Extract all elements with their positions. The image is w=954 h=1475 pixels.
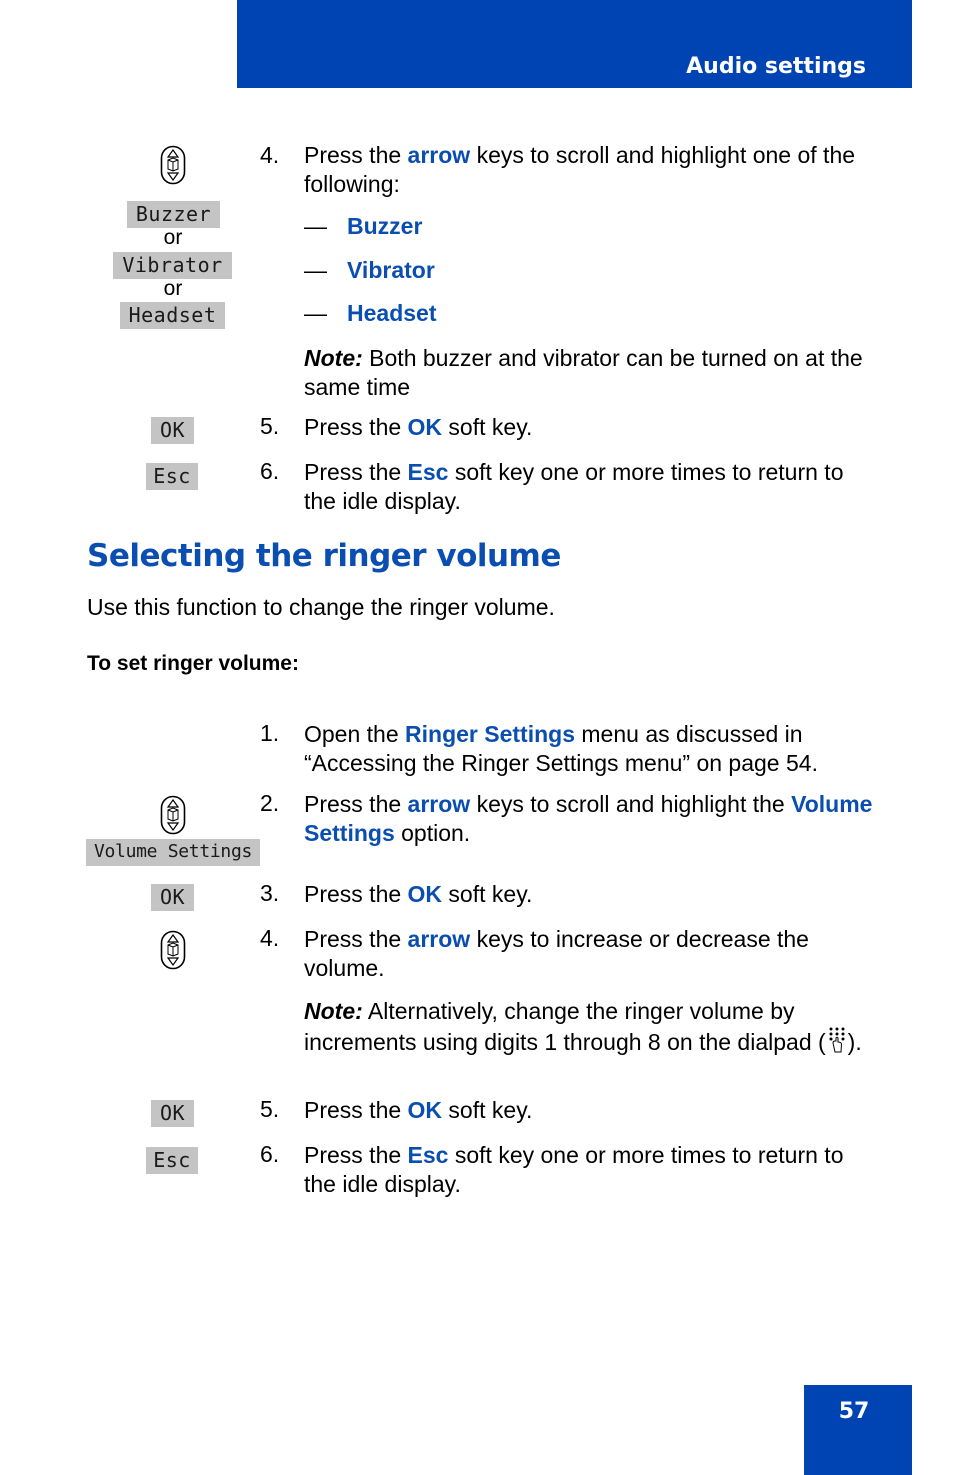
step-number: 4. [260,925,280,951]
arrow-keys-icon [160,795,186,835]
step-number: 6. [260,1141,280,1167]
or-label: or [163,277,183,300]
step-text: Press the OK soft key. [304,1097,533,1123]
arrow-keys-icon [160,145,186,185]
keyword: Volume Settings [304,791,873,846]
step-number: 4. [260,142,280,168]
lcd-esc: Esc [146,463,198,490]
page-number-box [804,1385,912,1475]
option-item: — Buzzer [304,213,423,239]
step-number: 6. [260,458,280,484]
step-text: Press the arrow keys to increase or decrease the volume. [304,926,809,981]
lcd-volume-settings: Volume Settings [86,839,260,866]
note: Note: Both buzzer and vibrator can be turned on at the same time [304,345,863,400]
step-text: Press the arrow keys to scroll and highlight the Volume Settings option. [304,791,873,846]
keyword: Ringer Settings [405,721,575,747]
keyword: arrow [407,791,471,817]
dialpad-icon [826,1026,848,1054]
option-vibrator: Vibrator [347,257,435,283]
keyword: arrow [407,926,471,952]
lcd-ok: OK [151,1100,194,1127]
step-text: Press the Esc soft key one or more times to return to the idle display. [304,1142,844,1197]
note: Note: Alternatively, change the ringer volume by increments using digits 1 through 8 on the dialpad ( ). [304,998,862,1055]
option-item: — Vibrator [304,257,435,283]
step-number: 3. [260,880,280,906]
arrow-keys-icon [160,930,186,970]
keyword: OK [407,881,443,907]
step-number: 2. [260,790,280,816]
section-intro: Use this function to change the ringer volume. [87,594,555,620]
option-buzzer: Buzzer [347,213,423,239]
or-label: or [163,226,183,249]
keyword: OK [407,1097,443,1123]
step-text: Press the OK soft key. [304,881,533,907]
step-text: Press the Esc soft key one or more times to return to the idle display. [304,459,844,514]
header-bar [237,0,912,88]
option-headset: Headset [347,300,437,326]
keyword: arrow [407,142,471,168]
keyword: Esc [407,1142,449,1168]
step-text: Open the Ringer Settings menu as discussed in “Accessing the Ringer Settings menu” on page 54. [304,721,818,776]
keyword: OK [407,414,443,440]
procedure-heading: To set ringer volume: [87,652,299,675]
section-title: Selecting the ringer volume [87,538,561,574]
step-number: 5. [260,1096,280,1122]
option-item: — Headset [304,300,437,326]
step-number: 1. [260,720,280,746]
lcd-buzzer: Buzzer [127,201,220,228]
lcd-ok: OK [151,417,194,444]
page-number: 57 [838,1399,870,1424]
step-text: Press the OK soft key. [304,414,533,440]
step-number: 5. [260,413,280,439]
lcd-headset: Headset [120,302,225,329]
note-label: Note: [304,998,363,1024]
lcd-esc: Esc [146,1147,198,1174]
step-text: Press the arrow keys to scroll and highlight one of the following: [304,142,856,197]
lcd-ok: OK [151,884,194,911]
keyword: Esc [407,459,449,485]
note-label: Note: [304,345,363,371]
lcd-vibrator: Vibrator [113,252,232,279]
header-title: Audio settings [686,54,866,79]
